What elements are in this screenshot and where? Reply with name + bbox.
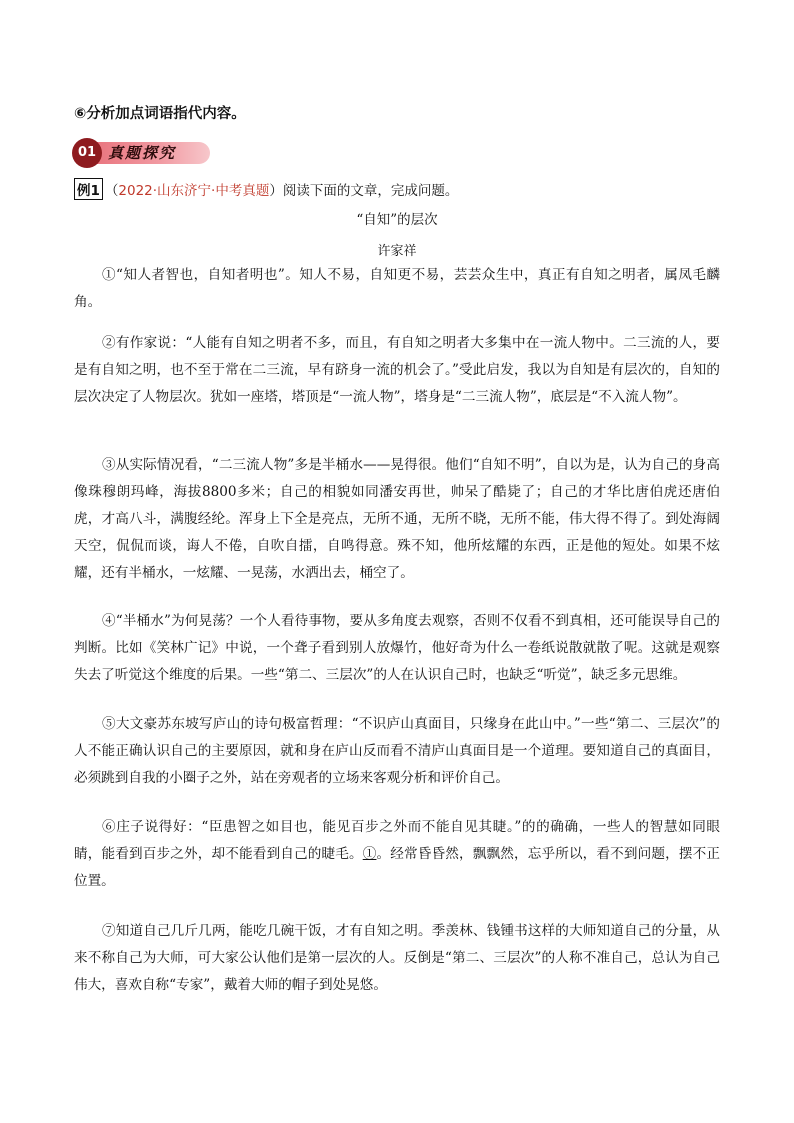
section-banner [72, 138, 212, 168]
paragraph-2: ②有作家说：“人能有自知之明者不多，而且，有自知之明者大多集中在一流人物中。二三流的人，要是有自知之明，也不至于常在二三流，早有跻身一流的机会了。”受此启发，我以为自知是有层次的，自知的层次决定了人物层次。犹如一座塔，塔顶是“一流人物”，塔身是“二三流人物”，底层是“不入流人物”。 [74, 335, 720, 405]
article-author: 许家祥 [377, 244, 417, 259]
paragraph-7: ⑦知道自己几斤几两，能吃几碗干饭，才有自知之明。季羡林、钱锺书这样的大师知道自己的分量，从来不称自己为大师，可大家公认他们是第一层次的人。反倒是“第二、三层次”的人称不准自己，总认为自己伟大，喜欢自称“专家”，戴着大师的帽子到处晃悠。 [74, 923, 720, 993]
example-tag: 例1 [74, 178, 103, 200]
paragraph-3: ③从实际情况看，“二三流人物”多是半桶水——晃得很。他们“自知不明”，自以为是，认为自己的身高像珠穆朗玛峰，海拔8800多米；自己的相貌如同潘安再世，帅呆了酷毙了；自己的才华比唐伯虎还唐伯虎，才高八斗，满腹经纶。浑身上下全是亮点，无所不通，无所不晓，无所不能，伟大得不得了。到处海阔天空，侃侃而谈，诲人不倦，自吹自擂，自鸣得意。殊不知，他所炫耀的东西，正是他的短处。如果不炫耀，还有半桶水，一炫耀、一晃荡，水洒出去，桶空了。 [74, 457, 720, 581]
banner-label: 真题探究 [108, 144, 177, 162]
example-source: 2022·山东济宁·中考真题 [118, 183, 270, 199]
banner-number: 01 [72, 138, 102, 168]
source-close: ） [269, 183, 283, 199]
task-line: ⑥分析加点词语指代内容。 [74, 106, 246, 122]
example-line [74, 178, 458, 200]
source-open: （ [104, 183, 119, 199]
paragraph-6-text: ⑥庄子说得好：“臣患智之如目也，能见百步之外而不能自见其睫。”的的确确，一些人的智慧如同眼睛，能看到百步之外，却不能看到自己的睫毛。 [74, 819, 720, 862]
paragraph-6-tail: 。经常昏昏然，飘飘然，忘乎所以，看不到问题，摆不正位置。 [74, 846, 721, 889]
article-title: “自知”的层次 [356, 212, 438, 228]
blank-mark: ① [362, 846, 377, 862]
paragraph-6 [74, 814, 720, 895]
paragraph-4: ④“半桶水”为何晃荡？一个人看待事物，要从多角度去观察，否则不仅看不到真相，还可能误导自己的判断。比如《笑林广记》中说，一个聋子看到别人放爆竹，他好奇为什么一卷纸说散就散了呢。这就是观察失去了听觉这个维度的后果。一些“第二、三层次”的人在认识自己时，也缺乏“听觉”，缺乏多元思维。 [74, 613, 720, 683]
paragraph-5: ⑤大文豪苏东坡写庐山的诗句极富哲理：“不识庐山真面目，只缘身在此山中。”一些“第二、三层次”的人不能正确认识自己的主要原因，就和身在庐山反而看不清庐山真面目是一个道理。要知道自己的真面目，必须跳到自我的小圈子之外，站在旁观者的立场来客观分析和评价自己。 [74, 716, 720, 786]
paragraph-1: ①“知人者智也，自知者明也”。知人不易，自知更不易，芸芸众生中，真正有自知之明者，属凤毛麟角。 [74, 267, 720, 310]
example-instruction: 阅读下面的文章，完成问题。 [282, 183, 459, 199]
